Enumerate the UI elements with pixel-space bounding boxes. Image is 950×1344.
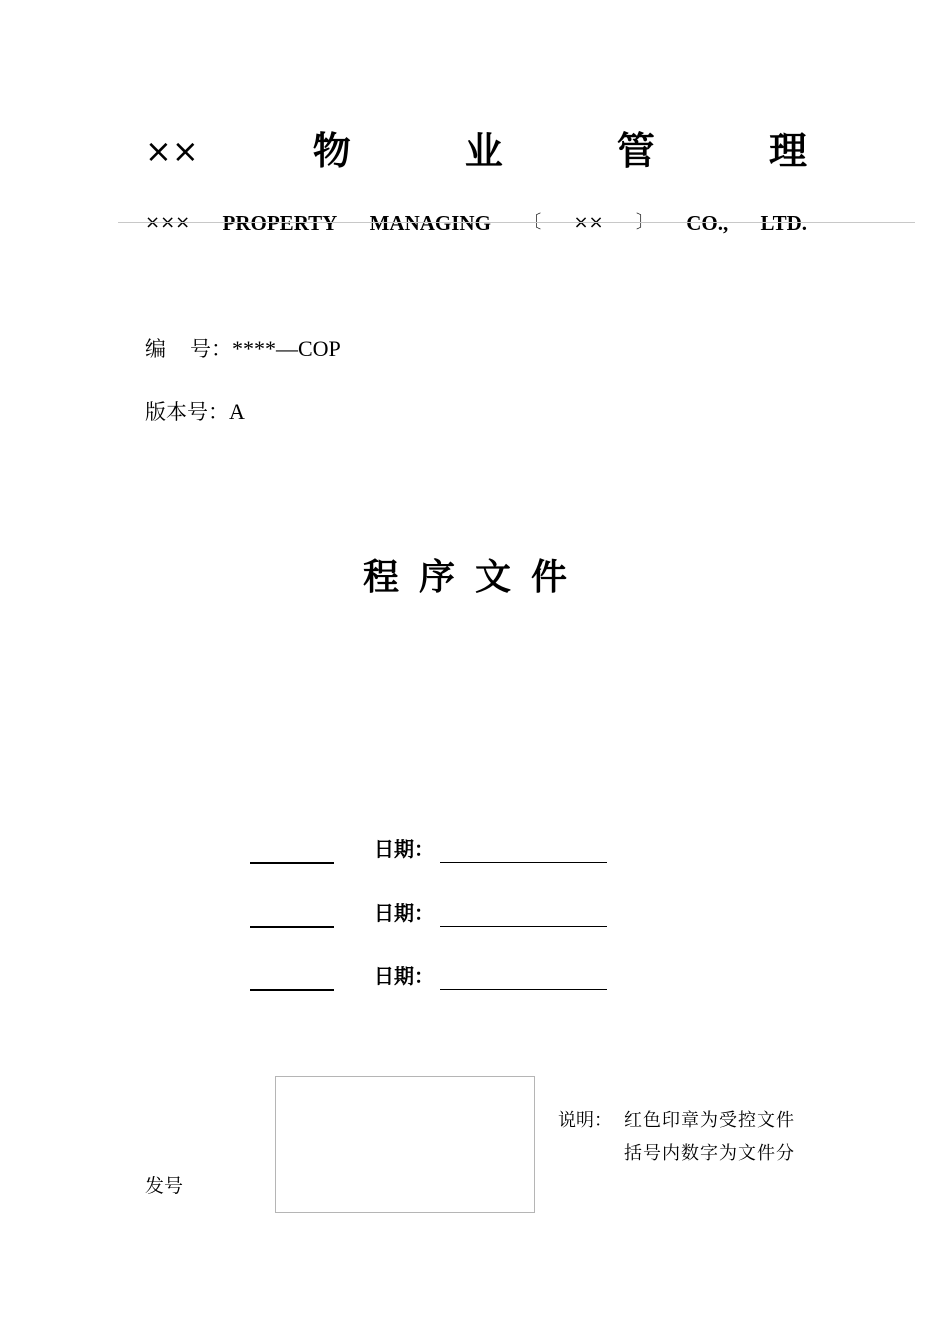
doc-number-label-suffix: 号： bbox=[190, 337, 232, 361]
company-name-en-prefix: ××× bbox=[145, 212, 191, 233]
date-label: 日期： bbox=[374, 964, 434, 988]
company-name-cn-char: 理 bbox=[768, 129, 807, 173]
stamp-box bbox=[275, 1076, 535, 1213]
company-name-cn-char: 物 bbox=[312, 129, 351, 173]
date-blank[interactable] bbox=[440, 989, 607, 990]
signature-row bbox=[250, 961, 610, 991]
company-name-en bbox=[145, 208, 807, 238]
doc-number-line bbox=[145, 334, 341, 364]
company-name-en-word: CO., bbox=[686, 211, 729, 235]
date-label: 日期： bbox=[374, 837, 434, 861]
company-name-cn bbox=[145, 128, 807, 174]
date-blank[interactable] bbox=[440, 862, 607, 863]
company-name-en-bracket-open: 〔 bbox=[523, 212, 542, 233]
version-value: A bbox=[229, 399, 245, 424]
document-type-title: 程序文件 bbox=[362, 557, 587, 598]
date-label: 日期： bbox=[374, 901, 434, 925]
note-line: 括号内数字为文件分 bbox=[624, 1143, 795, 1164]
date-blank[interactable] bbox=[440, 926, 607, 927]
version-line bbox=[145, 397, 245, 427]
signature-blank[interactable] bbox=[250, 989, 334, 991]
note-label: 说明： bbox=[558, 1110, 612, 1131]
signature-row bbox=[250, 834, 610, 864]
company-name-en-word: MANAGING bbox=[369, 211, 491, 235]
company-name-en-word: PROPERTY bbox=[222, 211, 338, 235]
doc-number-label: 编 bbox=[145, 337, 166, 361]
company-name-cn-char: 业 bbox=[464, 129, 503, 173]
issue-number-label: 发号 bbox=[145, 1175, 184, 1197]
note-line: 红色印章为受控文件 bbox=[624, 1110, 795, 1131]
version-label: 版本号： bbox=[145, 400, 229, 424]
company-name-cn-prefix: ×× bbox=[145, 132, 199, 170]
header-rule bbox=[118, 222, 915, 223]
company-name-cn-char: 管 bbox=[616, 129, 655, 173]
signature-blank[interactable] bbox=[250, 862, 334, 864]
company-name-en-bracket-close: 〕 bbox=[635, 212, 654, 233]
company-name-en-placeholder: ×× bbox=[573, 212, 604, 233]
doc-number-value: ****—COP bbox=[232, 336, 341, 361]
signature-blank[interactable] bbox=[250, 926, 334, 928]
signature-row bbox=[250, 898, 610, 928]
company-name-en-word: LTD. bbox=[760, 211, 807, 235]
